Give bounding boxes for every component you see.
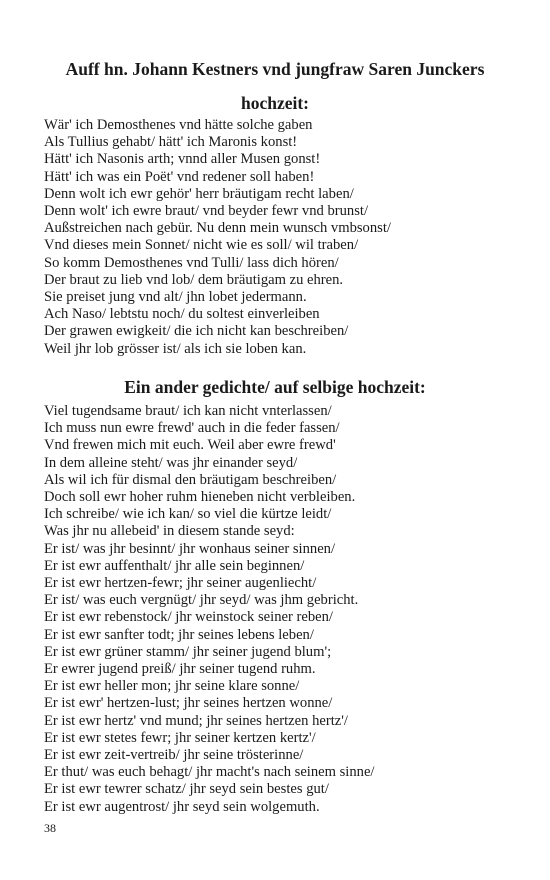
verse-line: Er ist/ was jhr besinnt/ jhr wonhaus seiner sinnen/ [44,540,336,557]
verse-line: Er ist ewr grüner stamm/ jhr seiner jugend blum'; [44,643,332,660]
verse-line: Der grawen ewigkeit/ die ich nicht kan beschreiben/ [44,323,349,340]
verse-line: Er ist ewr hertzen-fewr; jhr seiner augenliecht/ [44,575,317,592]
poem-1-body [44,117,391,358]
verse-line: Er ist ewr zeit-vertreib/ jhr seine trösterinne/ [44,747,304,764]
verse-line: Hätt' ich Nasonis arth; vnnd aller Musen gonst! [44,151,321,168]
page-number: 38 [44,821,56,835]
verse-line: Als Tullius gehabt/ hätt' ich Maronis konst! [44,134,298,151]
verse-line: Er ist/ was euch vergnügt/ jhr seyd/ was jhm gebricht. [44,592,359,609]
verse-line: Ich schreibe/ wie ich kan/ so viel die kürtze leidt/ [44,506,332,523]
verse-line: Er ist ewr auffenthalt/ jhr alle sein beginnen/ [44,557,305,574]
verse-line: Er ist ewr heller mon; jhr seine klare sonne/ [44,678,300,695]
verse-line: Vnd frewen mich mit euch. Weil aber ewre frewd' [44,437,336,454]
verse-line: Denn wolt ich ewr gehör' herr bräutigam recht laben/ [44,185,354,202]
verse-line: Was jhr nu allebeid' in diesem stande seyd: [44,523,295,540]
verse-line: Er ist ewr' hertzen-lust; jhr seines hertzen wonne/ [44,695,333,712]
verse-line: Doch soll ewr hoher ruhm hieneben nicht verbleiben. [44,489,356,506]
verse-line: Er ist ewr sanfter todt; jhr seines lebens leben/ [44,626,314,643]
verse-line: Außstreichen nach gebür. Nu denn mein wunsch vmbsonst/ [44,220,391,237]
poem-2-body [44,403,375,816]
verse-line: Er ist ewr tewrer schatz/ jhr seyd sein bestes gut/ [44,781,329,798]
poem-2-heading: Ein ander gedichte/ auf selbige hochzeit: [124,377,426,397]
verse-line: Er ist ewr rebenstock/ jhr weinstock seiner reben/ [44,609,333,626]
verse-line: Er ewrer jugend preiß/ jhr seiner tugend ruhm. [44,661,316,678]
poem-title-line-2: hochzeit: [240,93,310,113]
verse-line: Er thut/ was euch behagt/ jhr macht's nach seinem sinne/ [44,764,375,781]
verse-line: Ich muss nun ewre frewd' auch in die feder fassen/ [44,420,340,437]
verse-line: In dem alleine steht/ was jhr einander seyd/ [44,454,298,471]
verse-line: Hätt' ich was ein Poët' vnd redener soll haben! [44,168,315,185]
verse-line: Als wil ich für dismal den bräutigam beschreiben/ [44,471,337,488]
verse-line: Ach Naso/ lebtstu noch/ du soltest einverleiben [44,306,320,323]
verse-line: Weil jhr lob grösser ist/ als ich sie loben kan. [44,340,307,357]
verse-line: Vnd dieses mein Sonnet/ nicht wie es soll/ wil traben/ [44,237,359,254]
verse-line: Wär' ich Demosthenes vnd hätte solche gaben [44,117,313,133]
verse-line: Viel tugendsame braut/ ich kan nicht vnterlassen/ [44,403,332,419]
verse-line: Er ist ewr hertz' vnd mund; jhr seines hertzen hertz'/ [44,712,348,729]
verse-line: Er ist ewr stetes fewr; jhr seiner kertzen kertz'/ [44,729,316,746]
verse-line: Sie preiset jung vnd alt/ jhn lobet jedermann. [44,289,307,306]
verse-line: Er ist ewr augentrost/ jhr seyd sein wolgemuth. [44,798,320,815]
poem-title-line-1: Auff hn. Johann Kestners vnd jungfraw Saren Junckers [65,59,485,79]
verse-line: Der braut zu lieb vnd lob/ dem bräutigam zu ehren. [44,271,344,288]
verse-line: So komm Demosthenes vnd Tulli/ lass dich hören/ [44,254,339,271]
verse-line: Denn wolt' ich ewre braut/ vnd beyder fewr vnd brunst/ [44,203,369,220]
